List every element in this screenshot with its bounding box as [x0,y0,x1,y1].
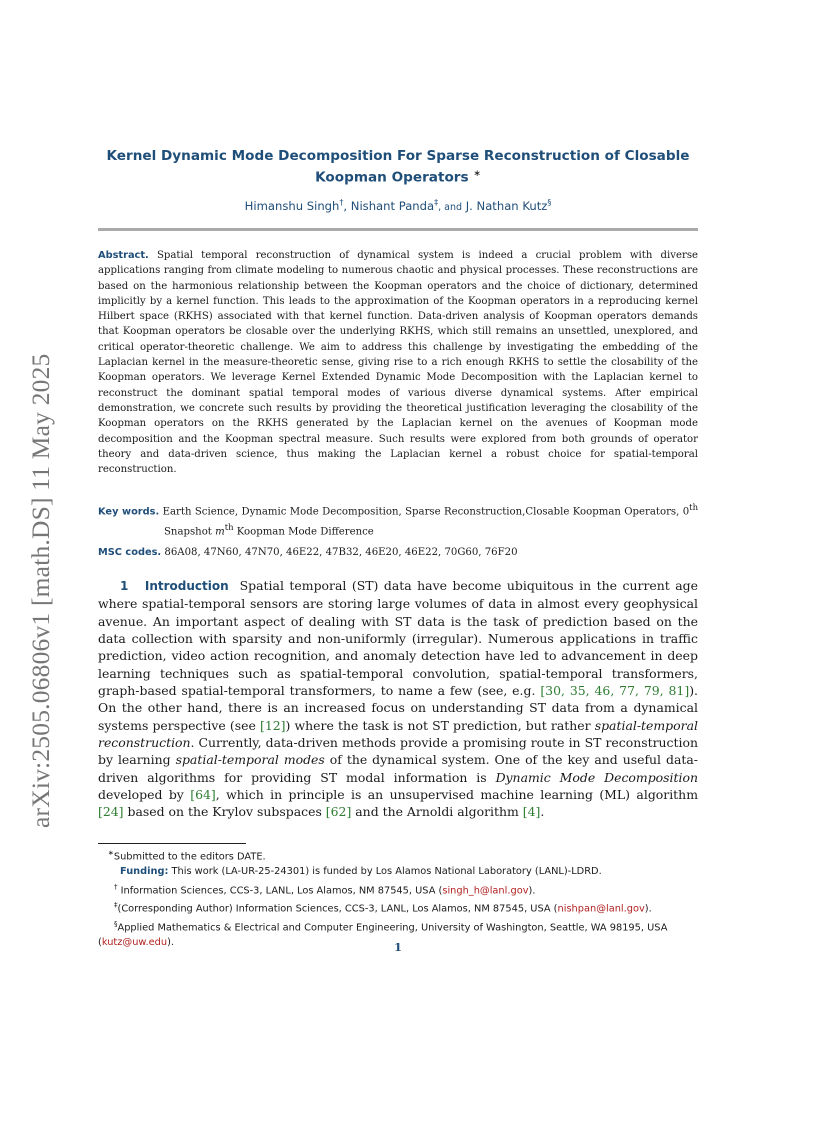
abstract [98,248,698,477]
footnote-text: Applied Mathematics & Electrical and Computer Engineering, University of Washington, Seattle, WA 98195, USA ( [98,921,668,949]
footnote-mark: § [114,919,118,928]
author-1: Himanshu Singh [244,198,340,213]
intro-emphasis-1: spatial-temporal reconstruction [98,717,698,751]
keywords-sup-2: th [224,521,234,532]
section-number: 1 [120,579,129,593]
keywords-text-3: Koopman Mode Difference [233,526,374,538]
arxiv-identifier: arXiv:2505.06806v1 [math.DS] 11 May 2025 [26,353,55,828]
msc-text: 86A08, 47N60, 47N70, 46E22, 47B32, 46E20, 46E22, 70G60, 76F20 [164,547,518,558]
citation-link[interactable]: [30, 35, 46, 77, 79, 81] [540,683,690,699]
page-number: 1 [393,940,402,954]
intro-text-7: , which in principle is an unsupervised machine learning (ML) algorithm [215,787,698,803]
intro-text-8: based on the Krylov subspaces [123,804,326,820]
author-2: Nishant Panda [350,198,435,213]
keywords-math-m: m [215,526,225,538]
paper-title [98,147,698,187]
keywords-text-1: Earth Science, Dynamic Mode Decomposition, Sparse Reconstruction,Closable Koopman Operators, 0 [162,506,690,518]
keywords-sup-1: th [689,502,698,512]
section-heading: Introduction [144,579,229,593]
citation-link[interactable]: [4] [522,804,541,820]
intro-emphasis-2: spatial-temporal modes [175,752,325,768]
title-line-2: Koopman Operators [315,169,469,186]
footnote-author-2 [98,898,698,916]
intro-text-10: . [540,804,545,820]
citation-link[interactable]: [12] [260,717,286,733]
title-line-1: Kernel Dynamic Mode Decomposition For Sparse Reconstruction of Closable [106,148,690,164]
funding-label: Funding: [120,866,169,878]
intro-emphasis-3: Dynamic Mode Decomposition [495,769,698,785]
email-link[interactable]: kutz@uw.edu [101,937,168,949]
author-3: J. Nathan Kutz [465,198,548,213]
footnote-text: This work (LA-UR-25-24301) is funded by Los Alamos National Laboratory (LANL)-LDRD. [168,866,602,878]
intro-text-3: ) where the task is not ST prediction, but rather [285,717,595,733]
footnote-mark: † [114,882,118,891]
author-and: , and [438,201,463,213]
footnote-text: Information Sciences, CCS-3, LANL, Los Alamos, NM 87545, USA ( [117,884,443,896]
footnote-mark: ∗ [108,849,114,857]
citation-link[interactable]: [64] [190,787,216,803]
footnote-text: Submitted to the editors DATE. [113,851,266,863]
footnote-rule [98,843,246,844]
abstract-text: Spatial temporal reconstruction of dynamical system is indeed a crucial problem with diverse applications ranging from climate modeling to numerous chaotic and physical processes. These reconstructions are based on the harmonious relationship between the Koopman operators and the choice of dictionary, determined implicitly by a kernel function. This leads to the approximation of the Koopman operators in a reproducing kernel Hilbert space (RKHS) associated with that kernel function. Data-driven analysis of Koopman operators demands that Koopman operators be closable over the underlying RKHS, which still remains an unsettled, unexplored, and critical operator-theoretic challenge. We aim to address this challenge by investigating the embedding of the Laplacian kernel in the measure-theoretic sense, giving rise to a rich enough RKHS to settle the closability of the Koopman operators. We leverage Kernel Extended Dynamic Mode Decomposition with the Laplacian kernel to reconstruct the dominant spatial temporal modes of various diverse dynamical systems. After empirical demonstration, we concrete such results by providing the theoretical justification leveraging the closability of the Koopman operators on the RKHS generated by the Laplacian kernel on the avenues of Koopman mode decomposition and the Koopman spectral measure. Such results were explored from both grounds of operator theory and data-driven science, thus making the Laplacian kernel a robust choice for spatial-temporal reconstruction. [98,250,699,476]
citation-link[interactable]: [62] [325,804,352,820]
email-link[interactable]: nishpan@lanl.gov [557,903,645,915]
footnote-submitted [98,846,698,864]
citation-link[interactable]: [24] [98,804,124,820]
footnote-text: ). [528,884,536,896]
author-1-mark: † [339,198,344,207]
abstract-label: Abstract. [98,250,149,261]
footnote-funding [98,864,698,879]
footnote-mark: ‡ [114,901,118,910]
title-footnote-mark: ∗ [473,169,481,179]
email-link[interactable]: singh_h@lanl.gov [442,884,529,896]
author-separator: , [343,198,351,213]
keywords-label: Key words. [98,506,160,518]
footnote-text: ). [644,903,652,915]
intro-text-2: ). On the other hand, there is an increased focus on understanding ST data from a dynamical systems perspective (see [98,683,698,733]
intro-text-5: of the dynamical system. One of the key and useful data-driven algorithms for providing ST modal information is [98,752,698,785]
author-3-mark: § [547,198,552,207]
author-2-mark: ‡ [434,198,439,207]
footnotes [98,846,698,950]
intro-text-1: Spatial temporal (ST) data have become ubiquitous in the current age where spatial-temporal sensors are storing large volumes of data in almost every geophysical avenue. An important aspect of dealing with ST data is the task of prediction based on the data collection with sparsity and non-uniformly (irregular). Numerous applications in traffic prediction, video action recognition, and anomaly detection have led to advancement in deep learning techniques such as spatial-temporal convolution, spatial-temporal transformers, graph-based spatial-temporal transformers, to name a few (see, e.g. [98,578,698,699]
msc-codes [98,545,698,560]
introduction-paragraph [98,577,698,821]
intro-text-4: . Currently, data-driven methods provide a promising route in ST reconstruction by learning [98,735,698,768]
footnote-text: ). [167,937,175,949]
keywords-text-2: Snapshot [164,526,216,538]
author-list [98,198,698,213]
intro-text-6: developed by [98,787,191,803]
msc-label: MSC codes. [98,547,162,558]
footnote-text: (Corresponding Author) Information Sciences, CCS-3, LANL, Los Alamos, NM 87545, USA ( [117,903,558,915]
keywords [98,500,698,539]
footnote-author-1 [98,880,698,898]
intro-text-9: and the Arnoldi algorithm [351,804,523,820]
title-rule [98,228,698,231]
